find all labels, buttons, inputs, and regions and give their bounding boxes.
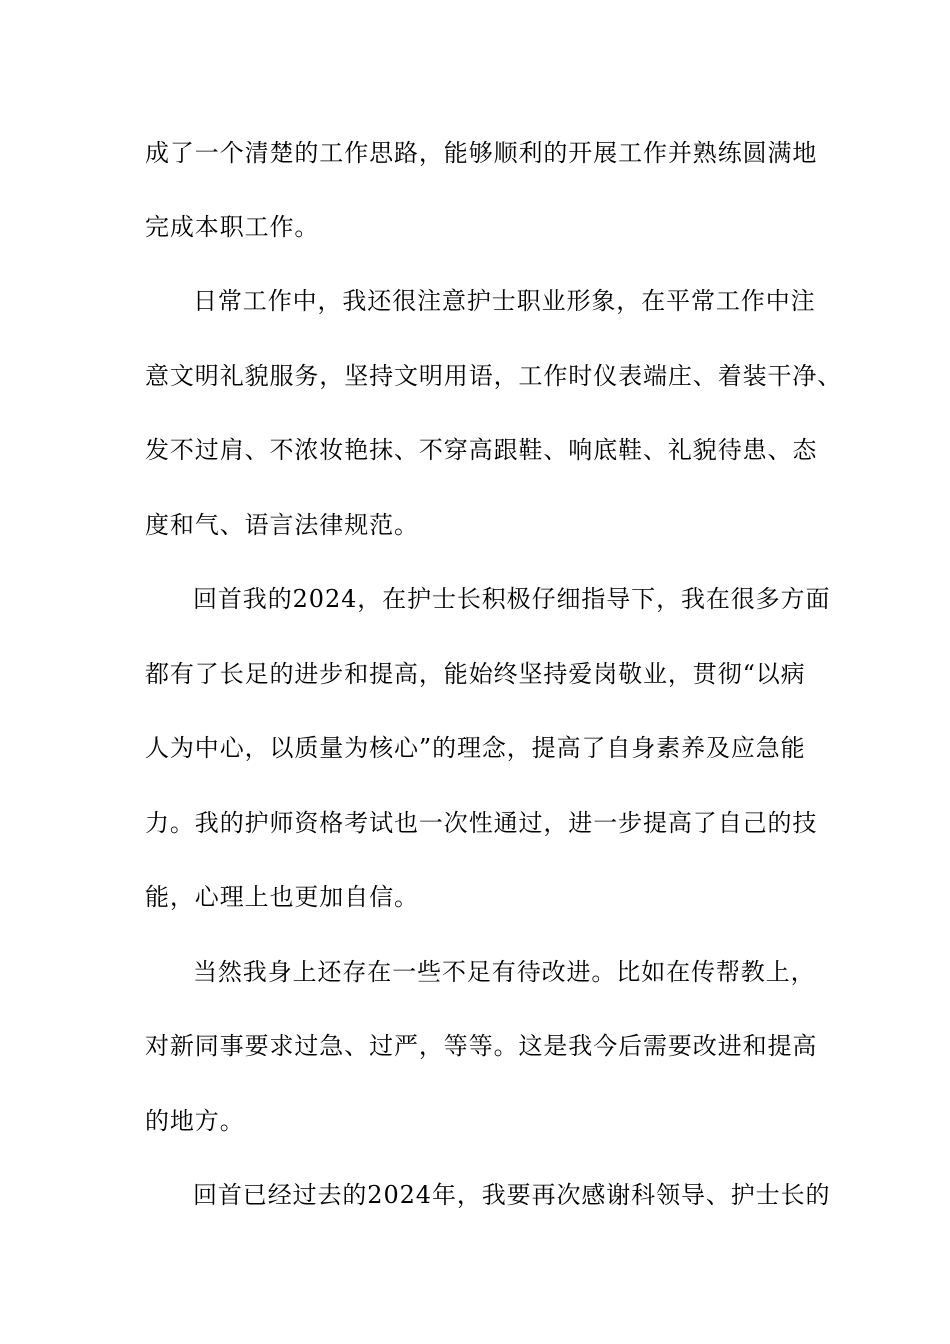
text-line: 意文明礼貌服务，坚持文明用语，工作时仪表端庄、着装干净、 bbox=[145, 362, 843, 390]
text-line: 的地方。 bbox=[145, 1107, 245, 1135]
text-line: 对新同事要求过急、过严，等等。这是我今后需要改进和提高 bbox=[145, 1032, 818, 1060]
text-line: 完成本职工作。 bbox=[145, 213, 320, 241]
paragraph-start-line: 回首已经过去的2024年，我要再次感谢科领导、护士长的 bbox=[193, 1181, 831, 1209]
text-line: 成了一个清楚的工作思路，能够顺利的开展工作并熟练圆满地 bbox=[145, 139, 818, 167]
text-line: 能，心理上也更加自信。 bbox=[145, 883, 419, 911]
text-line: 力。我的护师资格考试也一次性通过，进一步提高了自己的技 bbox=[145, 809, 818, 837]
paragraph-start-line: 当然我身上还存在一些不足有待改进。比如在传帮教上， bbox=[193, 958, 816, 986]
text-line: 发不过肩、不浓妆艳抹、不穿高跟鞋、响底鞋、礼貌待患、态 bbox=[145, 436, 818, 464]
text-line: 度和气、语言法律规范。 bbox=[145, 511, 419, 539]
text-line: 人为中心，以质量为核心”的理念，提高了自身素养及应急能 bbox=[145, 734, 806, 762]
text-line: 都有了长足的进步和提高，能始终坚持爱岗敬业，贯彻“以病 bbox=[145, 660, 806, 688]
paragraph-start-line: 日常工作中，我还很注意护士职业形象，在平常工作中注 bbox=[193, 287, 816, 315]
paragraph-start-line: 回首我的2024，在护士长积极仔细指导下，我在很多方面 bbox=[193, 585, 831, 613]
